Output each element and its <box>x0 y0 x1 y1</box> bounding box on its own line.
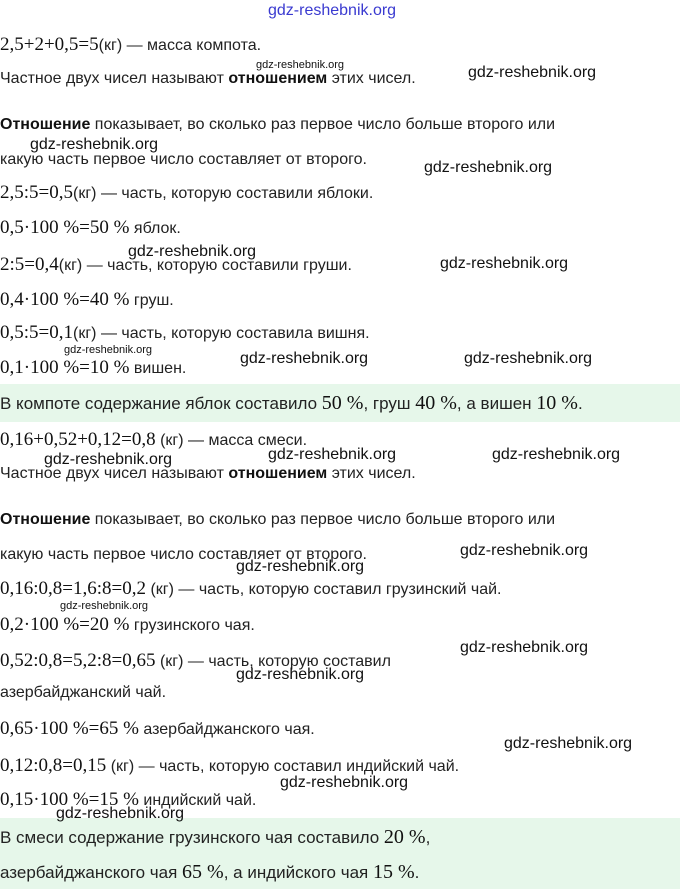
answer-value: 10 % <box>536 392 578 414</box>
explanation-text: показывает, во сколько раз первое число больше второго или <box>90 116 556 133</box>
definition-term: отношением <box>228 70 328 87</box>
apples-percent-line <box>0 217 181 239</box>
ratio-definition <box>0 70 416 88</box>
pears-percent-line <box>0 289 174 311</box>
watermark: gdz-reshebnik.org <box>56 805 185 822</box>
line-text: (кг) — масса компота. <box>98 37 262 54</box>
math-expression: 0,65·100 %=65 % <box>0 718 139 739</box>
watermark: gdz-reshebnik.org <box>64 344 153 356</box>
georgian-part-line <box>0 578 502 600</box>
line-text: (кг) — часть, которую составила вишня. <box>73 325 370 342</box>
math-expression: 0,4·100 %=40 % <box>0 289 130 310</box>
definition-text: Частное двух чисел называют <box>0 70 229 87</box>
watermark: gdz-reshebnik.org <box>240 350 369 367</box>
explanation-term: Отношение <box>0 511 91 528</box>
line-text: (кг) — часть, которую составили яблоки. <box>73 185 374 202</box>
math-expression: 0,5:5=0,1 <box>0 322 73 343</box>
azeri-percent-line <box>0 718 315 740</box>
compote-answer-box <box>0 384 680 422</box>
answer-text: , груш <box>363 394 416 413</box>
georgian-percent-line <box>0 614 255 636</box>
ratio-explanation-line-1 <box>0 511 555 529</box>
azeri-part-line-2 <box>0 684 166 702</box>
watermark: gdz-reshebnik.org <box>424 159 553 176</box>
line-text: (кг) — часть, которую составил индийский чай. <box>106 758 460 775</box>
math-expression: 0,15·100 %=15 % <box>0 789 139 810</box>
watermark: gdz-reshebnik.org <box>460 639 589 656</box>
answer-value: 40 % <box>415 392 457 414</box>
answer-text: В компоте содержание яблок составило <box>0 394 322 413</box>
math-expression: 0,12:0,8=0,15 <box>0 755 107 776</box>
line-text: яблок. <box>129 220 181 237</box>
line-text: грузинского чая. <box>129 617 255 634</box>
answer-text: В смеси содержание грузинского чая составило <box>0 828 384 847</box>
cherry-part-line <box>0 322 370 344</box>
watermark: gdz-reshebnik.org <box>460 542 589 559</box>
math-expression: 2,5:5=0,5 <box>0 182 73 203</box>
watermark: gdz-reshebnik.org <box>440 255 569 272</box>
line-text: груш. <box>129 292 174 309</box>
answer-text: азербайджанского чая <box>0 863 183 882</box>
watermark: gdz-reshebnik.org <box>30 136 159 153</box>
math-expression: 0,16:0,8=1,6:8=0,2 <box>0 578 146 599</box>
mixture-answer-box <box>0 818 680 889</box>
top-watermark: gdz-reshebnik.org <box>268 2 397 19</box>
line-text: (кг) — часть, которую составили груши. <box>58 257 352 274</box>
line-text: индийский чай. <box>138 792 257 809</box>
apples-part-line <box>0 182 373 204</box>
math-expression: 0,52:0,8=5,2:8=0,65 <box>0 650 156 671</box>
watermark: gdz-reshebnik.org <box>236 666 365 683</box>
explanation-term: Отношение <box>0 116 91 133</box>
watermark: gdz-reshebnik.org <box>268 446 397 463</box>
cherry-percent-line <box>0 357 186 379</box>
watermark: gdz-reshebnik.org <box>492 446 621 463</box>
answer-text: , <box>425 828 431 847</box>
math-expression: 0,5·100 %=50 % <box>0 217 130 238</box>
math-expression: 0,1·100 %=10 % <box>0 357 130 378</box>
watermark: gdz-reshebnik.org <box>60 600 149 612</box>
line-text: (кг) — часть, которую составил грузинский чай. <box>146 581 502 598</box>
answer-text: , а индийского чая <box>223 863 373 882</box>
explanation-text: какую часть первое число составляет от второго. <box>0 546 367 563</box>
answer-text: , а вишен <box>456 394 537 413</box>
watermark: gdz-reshebnik.org <box>256 59 345 71</box>
math-expression: 2:5=0,4 <box>0 254 59 275</box>
math-expression: 2,5+2+0,5=5 <box>0 34 99 55</box>
answer-value: 65 % <box>182 861 224 883</box>
math-expression: 0,2·100 %=20 % <box>0 614 130 635</box>
watermark: gdz-reshebnik.org <box>128 243 257 260</box>
definition-text: Частное двух чисел называют <box>0 465 229 482</box>
explanation-text: какую часть первое число составляет от второго. <box>0 151 367 168</box>
watermark: gdz-reshebnik.org <box>468 64 597 81</box>
compote-mass-line <box>0 34 261 56</box>
answer-value: 15 % <box>372 861 415 883</box>
definition-text-end: этих чисел. <box>327 465 416 482</box>
answer-text: . <box>414 863 420 882</box>
answer-text: . <box>577 394 583 413</box>
watermark: gdz-reshebnik.org <box>44 451 173 468</box>
line-text: (кг) — масса смеси. <box>155 432 308 449</box>
answer-value: 20 % <box>383 826 426 848</box>
watermark: gdz-reshebnik.org <box>236 558 365 575</box>
explanation-text: показывает, во сколько раз первое число больше второго или <box>90 511 556 528</box>
ratio-explanation-line-1 <box>0 116 555 134</box>
mixture-mass-line <box>0 429 307 451</box>
watermark: gdz-reshebnik.org <box>280 774 409 791</box>
definition-text-end: этих чисел. <box>327 70 416 87</box>
line-text: вишен. <box>129 360 187 377</box>
math-expression: 0,16+0,52+0,12=0,8 <box>0 429 156 450</box>
definition-term: отношением <box>228 465 328 482</box>
line-text: (кг) — часть, которую составил <box>155 653 391 670</box>
line-text: азербайджанского чая. <box>138 721 315 738</box>
answer-value: 50 % <box>321 392 364 414</box>
line-text: азербайджанский чай. <box>0 684 167 701</box>
watermark: gdz-reshebnik.org <box>504 735 633 752</box>
watermark: gdz-reshebnik.org <box>464 350 593 367</box>
